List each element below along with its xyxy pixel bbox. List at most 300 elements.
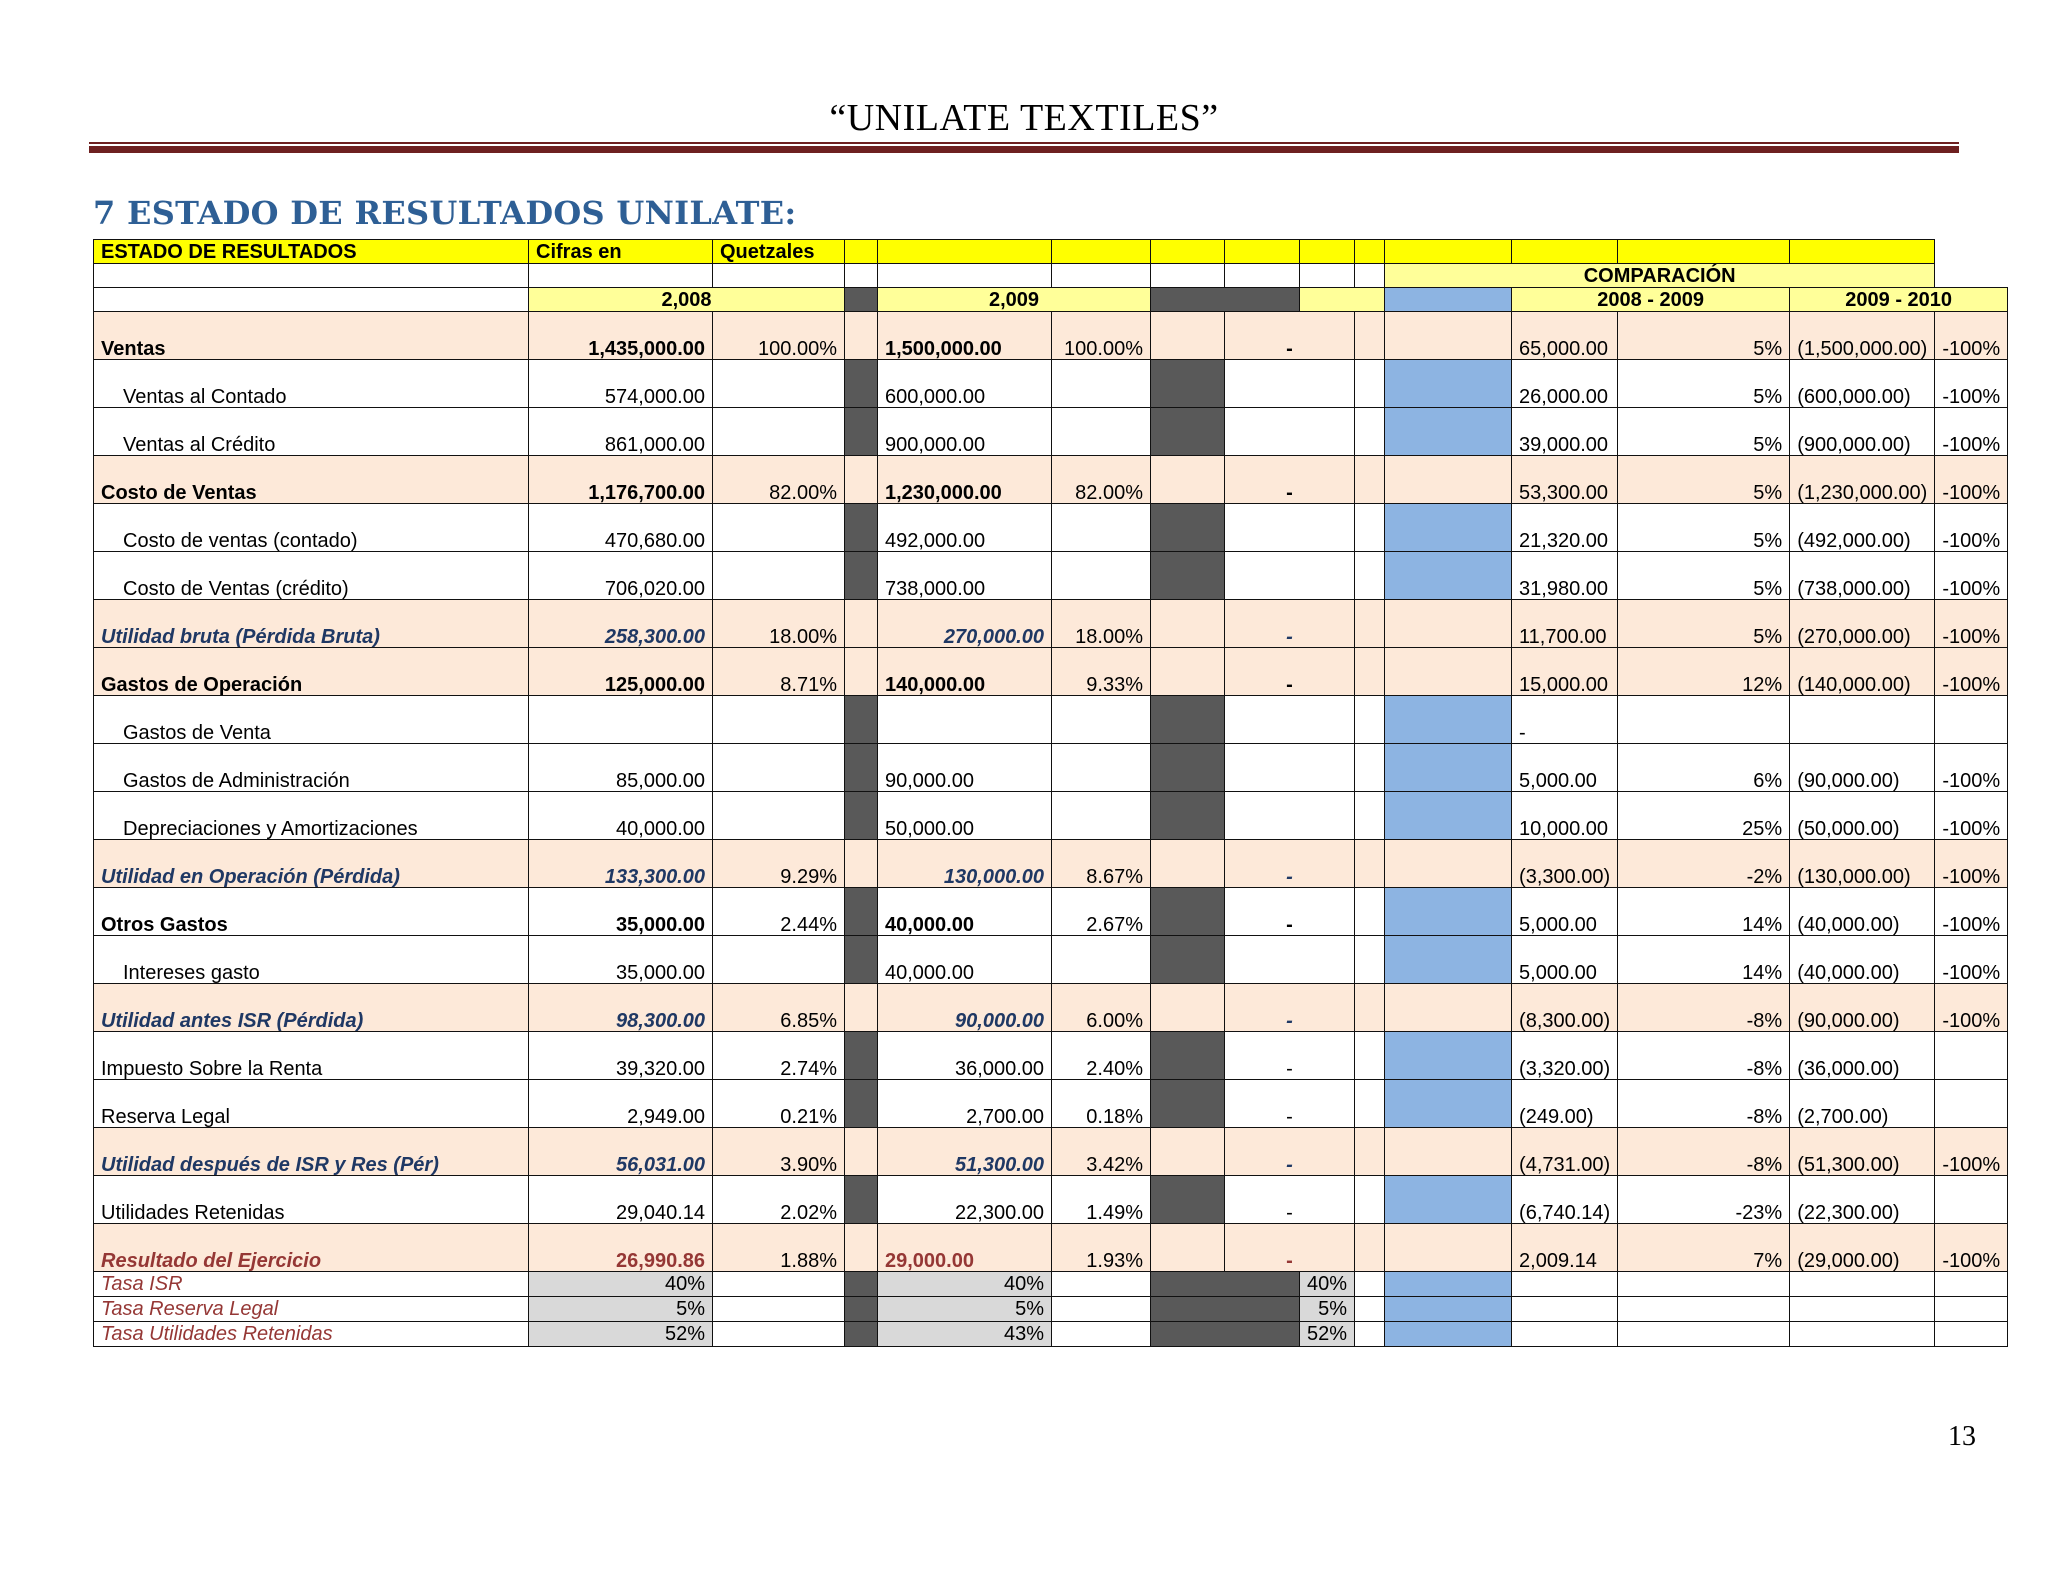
diff-pct-2008-2009: 5% [1618,456,1790,504]
diff-2008-2009: - [1512,696,1618,744]
value-2009: 40,000.00 [878,888,1052,936]
value-2009: 1,230,000.00 [878,456,1052,504]
separator-cell [845,552,878,600]
diff-pct-2009-2010 [1935,696,2008,744]
separator-cell [1151,1128,1225,1176]
diff-pct-2008-2009: 5% [1618,600,1790,648]
spacer-cell [1355,600,1385,648]
value-2009: 738,000.00 [878,552,1052,600]
value-2008: 1,176,700.00 [529,456,713,504]
separator-cell [1385,888,1512,936]
value-2008: 85,000.00 [529,744,713,792]
header-cell [845,240,878,264]
percent-2009 [1052,792,1151,840]
percent-2008 [713,696,845,744]
header-cell [1385,240,1512,264]
diff-2009-2010: (51,300.00) [1790,1128,1935,1176]
diff-pct-2008-2009: -2% [1618,840,1790,888]
percent-2008: 0.21% [713,1080,845,1128]
separator-cell [1151,1224,1225,1272]
rate-2008: 52% [529,1322,713,1347]
separator-cell [1151,1080,1225,1128]
diff-pct-2009-2010 [1935,1176,2008,1224]
diff-pct-2008-2009 [1618,696,1790,744]
spacer-cell [1355,408,1385,456]
value-2010: - [1225,456,1355,504]
header-cell [713,264,845,288]
diff-pct-2009-2010: -100% [1935,600,2008,648]
empty-cell [1512,1297,1618,1322]
row-label: Costo de Ventas (crédito) [94,552,529,600]
value-2010: - [1225,1032,1355,1080]
row-label: Reserva Legal [94,1080,529,1128]
value-2009: 130,000.00 [878,840,1052,888]
value-2009: 270,000.00 [878,600,1052,648]
percent-2008: 9.29% [713,840,845,888]
separator-cell [1385,792,1512,840]
percent-2009: 8.67% [1052,840,1151,888]
diff-2008-2009: 31,980.00 [1512,552,1618,600]
header-cell [94,264,529,288]
separator-cell [845,408,878,456]
value-2009: 90,000.00 [878,744,1052,792]
table-row [94,312,2008,360]
separator-cell [1151,936,1225,984]
cifras-cell: Cifras en [529,240,713,264]
value-2010: - [1225,1176,1355,1224]
separator-cell [1151,648,1225,696]
header-cell [1151,240,1225,264]
separator-cell [1385,1080,1512,1128]
diff-pct-2008-2009: 5% [1618,312,1790,360]
empty-cell [713,1272,845,1297]
diff-2009-2010: (140,000.00) [1790,648,1935,696]
section-heading: 7 ESTADO DE RESULTADOS UNILATE: [93,194,797,232]
diff-2009-2010: (90,000.00) [1790,984,1935,1032]
separator-cell [1385,600,1512,648]
header-row-comparison [94,264,2008,288]
value-2008 [529,696,713,744]
diff-pct-2008-2009: 5% [1618,552,1790,600]
spacer-cell [1355,1176,1385,1224]
diff-pct-2009-2010: -100% [1935,840,2008,888]
value-2010 [1225,792,1355,840]
value-2009: 50,000.00 [878,792,1052,840]
diff-pct-2009-2010: -100% [1935,360,2008,408]
diff-2009-2010: (40,000.00) [1790,888,1935,936]
header-cell [1151,264,1225,288]
table-row [94,1032,2008,1080]
value-2009: 22,300.00 [878,1176,1052,1224]
value-2008: 40,000.00 [529,792,713,840]
value-2008: 29,040.14 [529,1176,713,1224]
percent-2008: 18.00% [713,600,845,648]
value-2009: 40,000.00 [878,936,1052,984]
separator-cell [1151,552,1225,600]
diff-pct-2009-2010: -100% [1935,744,2008,792]
diff-2008-2009: 15,000.00 [1512,648,1618,696]
value-2010: - [1225,888,1355,936]
header-row-years [94,288,2008,312]
table-row [94,456,2008,504]
diff-2008-2009: (8,300.00) [1512,984,1618,1032]
separator-cell [845,840,878,888]
percent-2008: 2.02% [713,1176,845,1224]
separator-cell [1385,696,1512,744]
diff-2008-2009: 53,300.00 [1512,456,1618,504]
row-label: Depreciaciones y Amortizaciones [94,792,529,840]
diff-pct-2009-2010: -100% [1935,408,2008,456]
separator-cell [1151,984,1225,1032]
diff-2009-2010: (22,300.00) [1790,1176,1935,1224]
diff-pct-2008-2009: 5% [1618,504,1790,552]
separator-cell [1151,1297,1300,1322]
diff-pct-2008-2009: 14% [1618,888,1790,936]
empty-cell [1355,1297,1385,1322]
value-2008: 98,300.00 [529,984,713,1032]
header-cell [94,288,529,312]
separator-cell [1385,552,1512,600]
separator-cell [1385,1297,1512,1322]
spacer-cell [1355,360,1385,408]
diff-pct-2009-2010: -100% [1935,552,2008,600]
header-cell [1225,264,1300,288]
diff-2008-2009: (6,740.14) [1512,1176,1618,1224]
empty-cell [1935,1322,2008,1347]
separator-cell [845,792,878,840]
separator-cell [1385,360,1512,408]
comparison-header: COMPARACIÓN [1385,264,1935,288]
rate-2009: 43% [878,1322,1052,1347]
rate-row [94,1322,2008,1347]
diff-2009-2010: (600,000.00) [1790,360,1935,408]
diff-2009-2010: (738,000.00) [1790,552,1935,600]
separator-blue [1385,288,1512,312]
table-row [94,744,2008,792]
separator-cell [845,696,878,744]
separator-cell [1385,648,1512,696]
rate-2010: 5% [1300,1297,1355,1322]
value-2010: - [1225,1128,1355,1176]
percent-2008: 1.88% [713,1224,845,1272]
separator-cell [1151,1322,1300,1347]
percent-2009: 100.00% [1052,312,1151,360]
separator-cell [845,1032,878,1080]
empty-cell [1618,1297,1790,1322]
separator-cell [1385,456,1512,504]
separator-cell [1385,1272,1512,1297]
separator-cell [1151,312,1225,360]
row-label: Resultado del Ejercicio [94,1224,529,1272]
separator-cell [1385,1224,1512,1272]
table-row [94,600,2008,648]
percent-2009 [1052,936,1151,984]
header-cell [1300,264,1355,288]
diff-pct-2009-2010: -100% [1935,888,2008,936]
diff-2009-2010: (270,000.00) [1790,600,1935,648]
empty-cell [1790,1297,1935,1322]
separator-cell [1151,1272,1300,1297]
value-2009: 1,500,000.00 [878,312,1052,360]
separator-cell [845,456,878,504]
value-2008: 2,949.00 [529,1080,713,1128]
separator-cell [1385,1176,1512,1224]
comparison-2008-2009-header: 2008 - 2009 [1512,288,1790,312]
header-cell [1512,240,1618,264]
separator-cell [845,1128,878,1176]
table-row [94,1080,2008,1128]
table-row [94,552,2008,600]
row-label: Intereses gasto [94,936,529,984]
diff-2008-2009: 10,000.00 [1512,792,1618,840]
row-label: Utilidades Retenidas [94,1176,529,1224]
currency-cell: Quetzales [713,240,845,264]
separator-cell [845,1272,878,1297]
diff-pct-2009-2010 [1935,1080,2008,1128]
document-title: “UNILATE TEXTILES” [829,97,1219,139]
value-2010: - [1225,600,1355,648]
separator-cell [1385,840,1512,888]
diff-2008-2009: 11,700.00 [1512,600,1618,648]
spacer-cell [1355,312,1385,360]
row-label: Utilidad en Operación (Pérdida) [94,840,529,888]
diff-2008-2009: 5,000.00 [1512,744,1618,792]
value-2008: 574,000.00 [529,360,713,408]
separator-cell [845,936,878,984]
diff-pct-2008-2009: 6% [1618,744,1790,792]
empty-cell [1512,1322,1618,1347]
rate-2009: 40% [878,1272,1052,1297]
value-2009: 90,000.00 [878,984,1052,1032]
empty-cell [1052,1322,1151,1347]
header-cell [1052,264,1151,288]
separator-cell [845,1176,878,1224]
empty-cell [713,1322,845,1347]
header-cell [1355,264,1385,288]
diff-pct-2008-2009: 25% [1618,792,1790,840]
table-row [94,360,2008,408]
percent-2009: 82.00% [1052,456,1151,504]
diff-pct-2008-2009: 12% [1618,648,1790,696]
diff-pct-2008-2009: -23% [1618,1176,1790,1224]
empty-cell [1618,1272,1790,1297]
separator-cell [1385,984,1512,1032]
separator-cell [845,360,878,408]
percent-2008: 2.44% [713,888,845,936]
value-2008: 26,990.86 [529,1224,713,1272]
value-2010: - [1225,984,1355,1032]
separator-cell [845,1080,878,1128]
diff-2008-2009: (3,320.00) [1512,1032,1618,1080]
row-label: Gastos de Venta [94,696,529,744]
diff-pct-2008-2009: 5% [1618,360,1790,408]
diff-2009-2010: (1,230,000.00) [1790,456,1935,504]
header-cell [1355,240,1385,264]
value-2008: 35,000.00 [529,888,713,936]
empty-cell [1618,1322,1790,1347]
separator-cell [1385,936,1512,984]
header-cell [529,264,713,288]
separator-dark [1151,288,1300,312]
row-label: Gastos de Administración [94,744,529,792]
diff-2008-2009: 5,000.00 [1512,936,1618,984]
value-2010 [1225,936,1355,984]
diff-pct-2009-2010 [1935,1032,2008,1080]
separator-cell [845,1322,878,1347]
row-label: Utilidad bruta (Pérdida Bruta) [94,600,529,648]
rate-2009: 5% [878,1297,1052,1322]
rate-2010: 52% [1300,1322,1355,1347]
row-label: Utilidad después de ISR y Res (Pér) [94,1128,529,1176]
separator-cell [845,888,878,936]
rate-label: Tasa ISR [94,1272,529,1297]
row-label: Utilidad antes ISR (Pérdida) [94,984,529,1032]
year-2009-header: 2,009 [878,288,1151,312]
header-cell [878,240,1052,264]
year-2010-header [1300,288,1385,312]
rate-row [94,1297,2008,1322]
value-2010: - [1225,1224,1355,1272]
rate-label: Tasa Utilidades Retenidas [94,1322,529,1347]
row-label: Ventas al Contado [94,360,529,408]
separator-cell [845,648,878,696]
diff-2009-2010: (29,000.00) [1790,1224,1935,1272]
separator-cell [1385,312,1512,360]
diff-2008-2009: (249.00) [1512,1080,1618,1128]
value-2008: 1,435,000.00 [529,312,713,360]
rate-label: Tasa Reserva Legal [94,1297,529,1322]
row-label: Impuesto Sobre la Renta [94,1032,529,1080]
diff-2008-2009: 65,000.00 [1512,312,1618,360]
diff-2008-2009: (3,300.00) [1512,840,1618,888]
diff-2009-2010: (492,000.00) [1790,504,1935,552]
spacer-cell [1355,696,1385,744]
diff-pct-2008-2009: -8% [1618,984,1790,1032]
diff-2009-2010: (130,000.00) [1790,840,1935,888]
value-2009 [878,696,1052,744]
spacer-cell [1355,1128,1385,1176]
diff-pct-2009-2010: -100% [1935,984,2008,1032]
percent-2009: 2.67% [1052,888,1151,936]
diff-2008-2009: 21,320.00 [1512,504,1618,552]
percent-2008: 3.90% [713,1128,845,1176]
percent-2009: 0.18% [1052,1080,1151,1128]
value-2010: - [1225,840,1355,888]
separator-cell [1151,456,1225,504]
income-statement-table [93,239,2008,1347]
separator-cell [1385,504,1512,552]
table-row [94,408,2008,456]
header-cell [1300,240,1355,264]
diff-2008-2009: 2,009.14 [1512,1224,1618,1272]
spacer-cell [1355,840,1385,888]
header-cell [1790,240,1935,264]
page-number: 13 [1948,1421,1976,1452]
value-2008: 706,020.00 [529,552,713,600]
empty-cell [1935,1297,2008,1322]
row-label: Ventas al Crédito [94,408,529,456]
spacer-cell [1355,456,1385,504]
statement-title-cell: ESTADO DE RESULTADOS [94,240,529,264]
percent-2008 [713,792,845,840]
diff-pct-2009-2010: -100% [1935,648,2008,696]
separator-cell [845,600,878,648]
value-2009: 51,300.00 [878,1128,1052,1176]
value-2009: 600,000.00 [878,360,1052,408]
diff-2008-2009: 26,000.00 [1512,360,1618,408]
spacer-cell [1355,936,1385,984]
separator-cell [1151,1176,1225,1224]
row-label: Ventas [94,312,529,360]
separator-cell [1151,360,1225,408]
percent-2008 [713,552,845,600]
separator-cell [1385,1128,1512,1176]
percent-2008 [713,936,845,984]
percent-2008: 8.71% [713,648,845,696]
empty-cell [713,1297,845,1322]
separator-dark [845,288,878,312]
spacer-cell [1355,792,1385,840]
header-cell [845,264,878,288]
table-row [94,1128,2008,1176]
empty-cell [1052,1297,1151,1322]
value-2009: 36,000.00 [878,1032,1052,1080]
separator-cell [1151,696,1225,744]
separator-cell [845,1297,878,1322]
header-cell [878,264,1052,288]
diff-2009-2010: (2,700.00) [1790,1080,1935,1128]
value-2008: 258,300.00 [529,600,713,648]
value-2008: 39,320.00 [529,1032,713,1080]
percent-2008: 6.85% [713,984,845,1032]
spacer-cell [1355,1032,1385,1080]
separator-cell [1151,840,1225,888]
percent-2009: 6.00% [1052,984,1151,1032]
diff-2009-2010: (90,000.00) [1790,744,1935,792]
percent-2009 [1052,552,1151,600]
diff-2008-2009: 5,000.00 [1512,888,1618,936]
separator-cell [1385,1032,1512,1080]
header-rule-thin [89,142,1959,144]
percent-2008 [713,408,845,456]
separator-cell [1151,888,1225,936]
header-row-title [94,240,2008,264]
empty-cell [1935,1272,2008,1297]
row-label: Costo de Ventas [94,456,529,504]
empty-cell [1512,1272,1618,1297]
separator-cell [1151,792,1225,840]
value-2010 [1225,360,1355,408]
row-label: Costo de ventas (contado) [94,504,529,552]
diff-2009-2010: (40,000.00) [1790,936,1935,984]
spacer-cell [1355,504,1385,552]
header-cell [1052,240,1151,264]
row-label: Gastos de Operación [94,648,529,696]
spacer-cell [1355,1080,1385,1128]
separator-cell [1151,744,1225,792]
spacer-cell [1355,552,1385,600]
separator-cell [845,312,878,360]
diff-2009-2010 [1790,696,1935,744]
empty-cell [1052,1272,1151,1297]
value-2008: 133,300.00 [529,840,713,888]
table-row [94,888,2008,936]
separator-cell [1385,744,1512,792]
value-2008: 470,680.00 [529,504,713,552]
diff-2009-2010: (1,500,000.00) [1790,312,1935,360]
separator-cell [1385,1322,1512,1347]
diff-2009-2010: (36,000.00) [1790,1032,1935,1080]
